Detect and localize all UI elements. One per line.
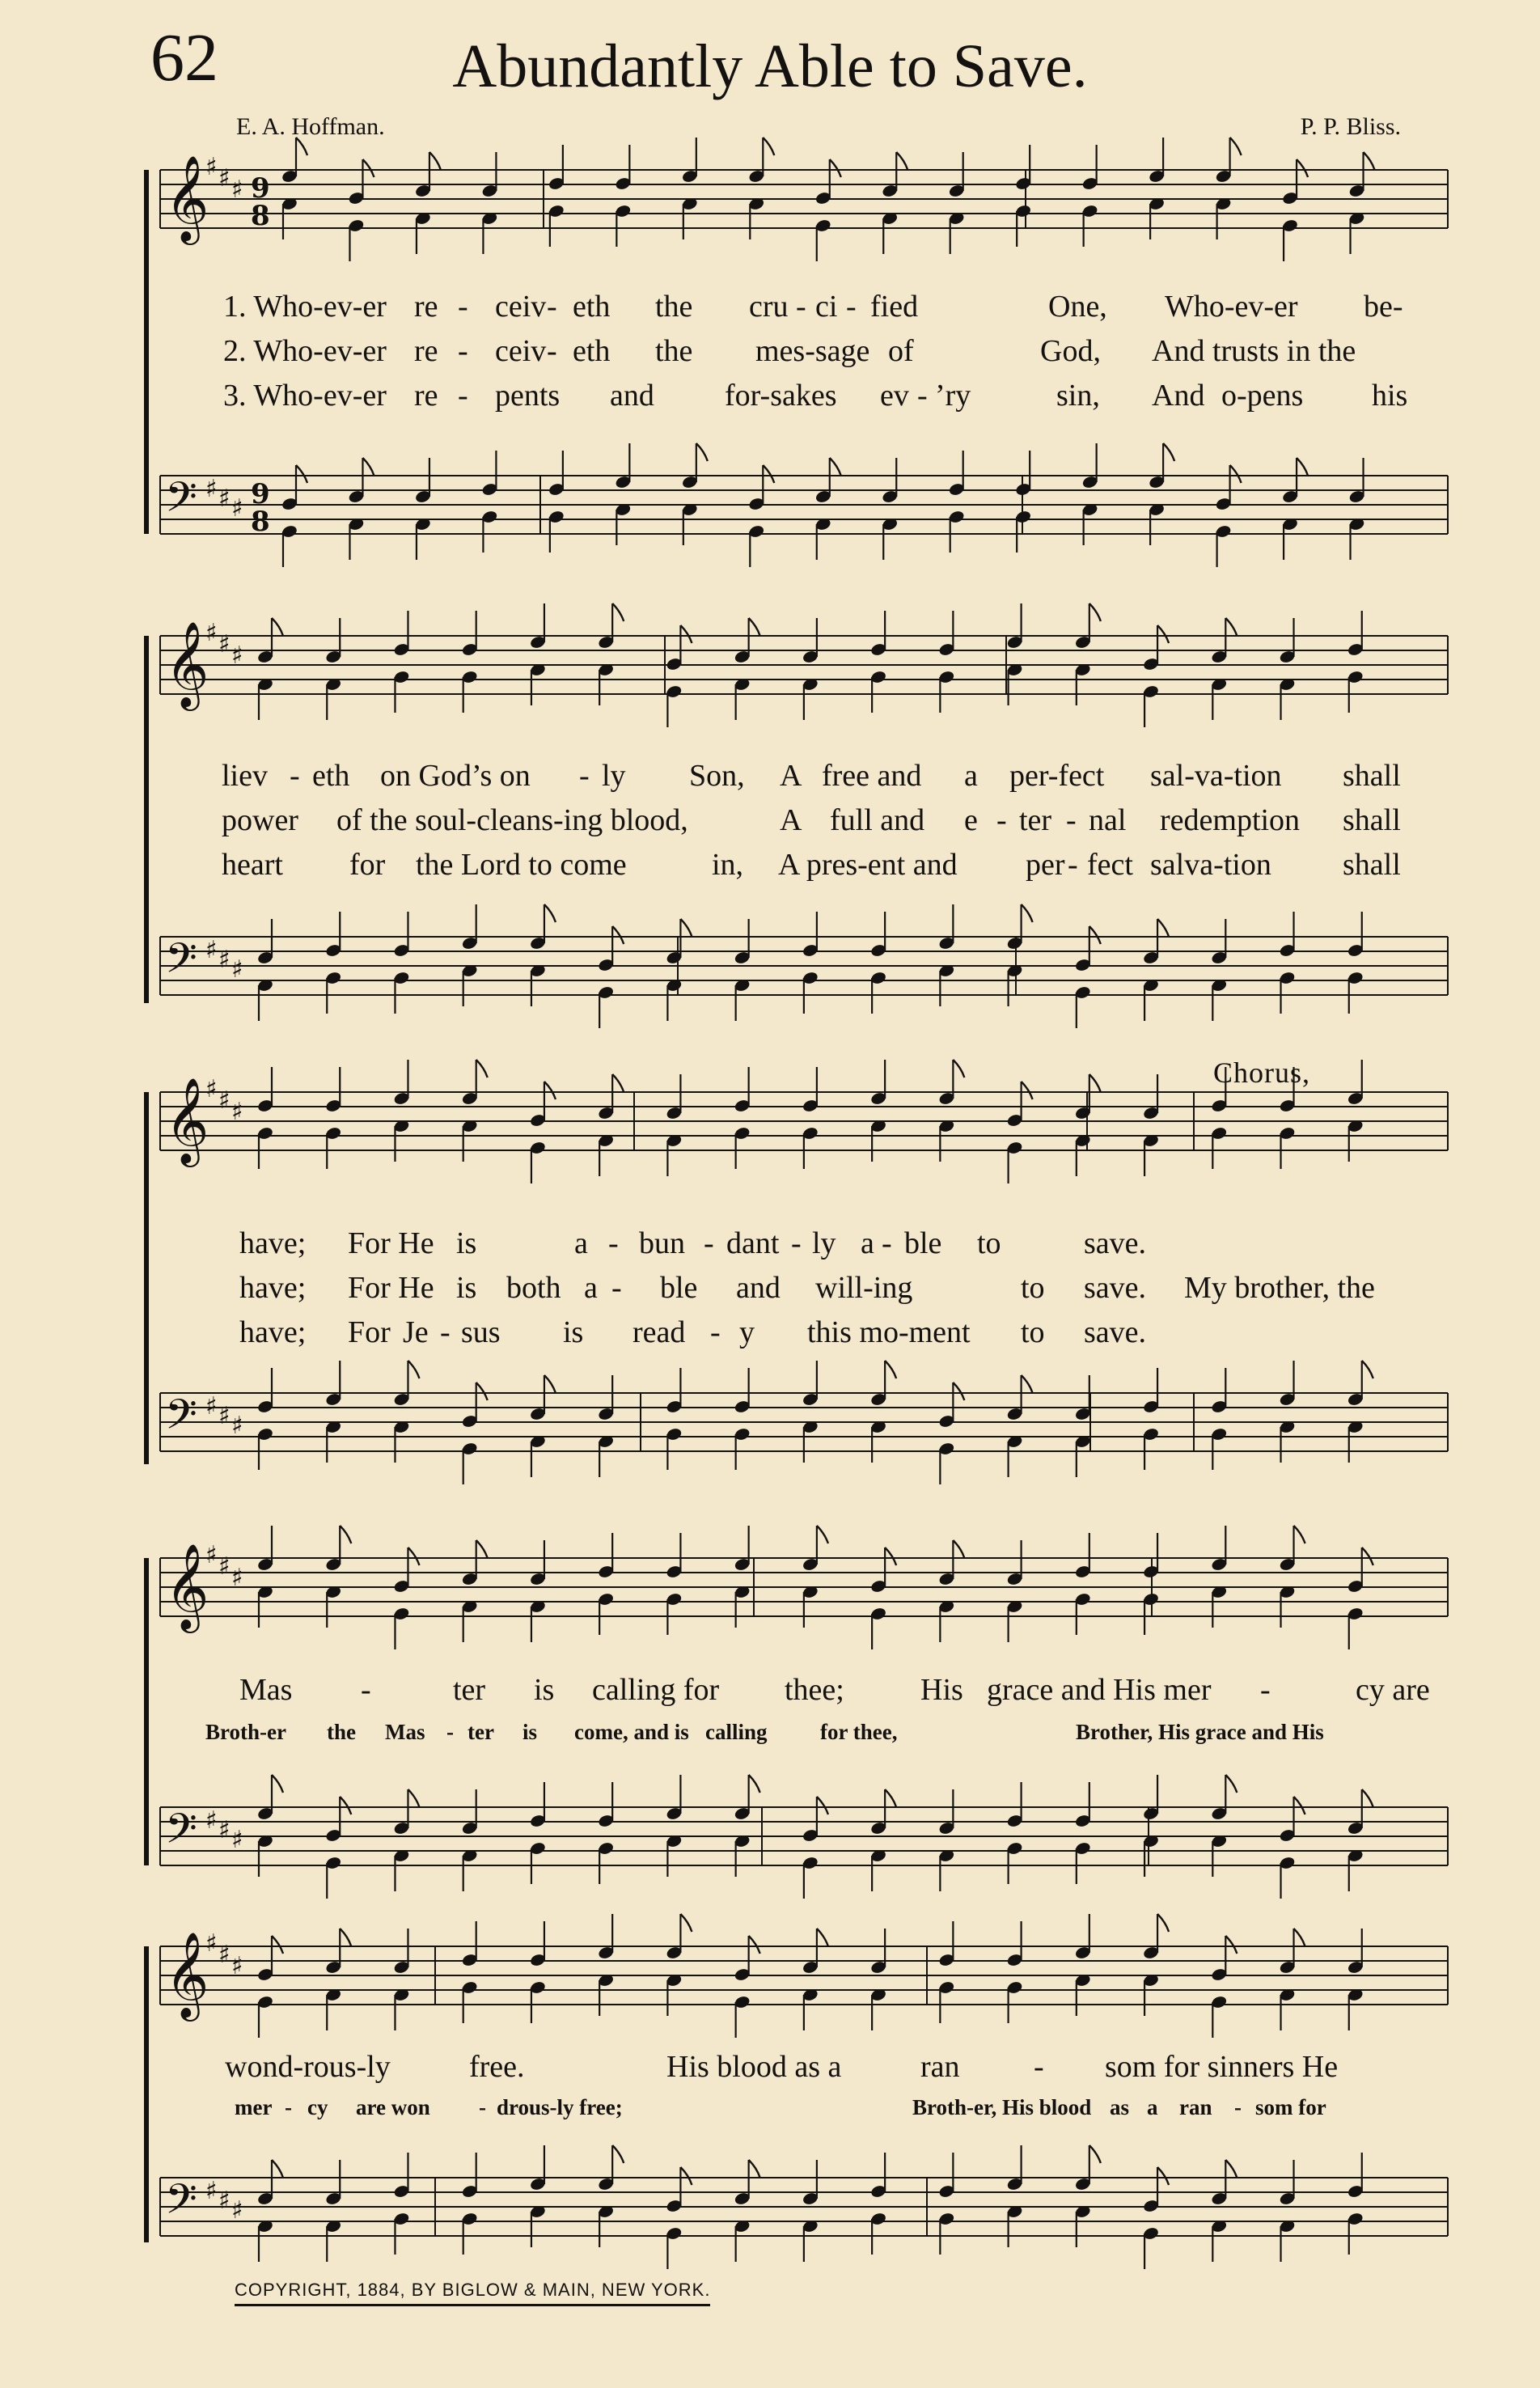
note-flag [1294,1526,1305,1543]
system-brace [144,1092,149,1464]
lyric-word: eth [312,759,350,793]
lyric-word: nal [1089,803,1127,837]
lyric-word: ble [904,1226,942,1260]
note-flag [429,152,441,170]
note-flag [612,2145,624,2163]
system-brace [144,1946,149,2242]
lyric-word: is [522,1720,538,1744]
lyric-word: mes-sage [755,334,870,368]
sharp-sign: ♯ [231,2196,243,2225]
lyric-word: - [710,1315,721,1349]
lyric-word: ly [812,1226,836,1260]
lyric-word: - [1068,848,1078,882]
sharp-sign: ♯ [205,475,218,503]
sharp-sign: ♯ [205,936,218,964]
lyric-word: full and [830,803,925,837]
treble-clef: 𝄞 [165,1931,209,2018]
lyric-word: A [780,803,802,837]
lyric-word: be- [1364,290,1403,324]
lyric-word: y [739,1315,755,1349]
lyric-word: - [1234,2095,1242,2119]
lyric-word: shall [1343,803,1401,837]
lyric-word: have; [239,1315,307,1349]
lyric-word: - [479,2095,486,2119]
note-flag [340,1797,351,1814]
lyric-word: come, and is [574,1720,689,1744]
lyric-word: to [1021,1315,1045,1349]
lyric-word: his [1372,379,1408,413]
lyric-word: Broth-er, His blood [912,2095,1092,2119]
note-flag [749,1775,760,1793]
lyric-word: som for sinners He [1105,2050,1339,2084]
note-flag [817,1797,828,1814]
sharp-sign: ♯ [218,2187,231,2215]
lyric-word: eth [573,334,611,368]
note-flag [612,603,624,621]
note-flag [1294,1797,1305,1814]
lyric-word: - [1260,1673,1271,1707]
sharp-sign: ♯ [231,176,243,204]
note-flag [749,1936,760,1954]
lyric-word: shall [1343,759,1401,793]
note-flag [1230,465,1242,483]
verse-1-system-2 [222,760,1419,796]
lyric-word: is [456,1226,477,1260]
note-flag [953,1540,964,1558]
verse-3-system-3 [239,1317,1436,1353]
verse-2-system-1 [223,336,1420,371]
note-flag [1362,1548,1373,1565]
lyric-word: have; [239,1271,307,1305]
lyric-word: fect [1087,848,1133,882]
lyric-word: - [446,1720,454,1744]
time-signature: 9 [251,478,270,510]
lyric-word: ceiv [495,334,547,368]
lyric-word: - [547,290,557,324]
lyric-word: - [285,2095,292,2119]
verse-2-system-2 [222,805,1419,840]
lyric-word: wond-rous-ly [225,2050,391,2084]
note-flag [408,1361,419,1378]
lyric-word: is [563,1315,584,1349]
note-flag [272,2160,283,2178]
lyric-word: on God’s on [380,759,531,793]
note-flag [953,1382,964,1400]
lyric-word: liev [222,759,268,793]
bass-clef: 𝄢 [165,1390,197,1449]
lyric-word: shall [1343,848,1401,882]
lyric-word: Son, [689,759,745,793]
lyric-word: sus [461,1315,501,1349]
sharp-sign: ♯ [231,1098,243,1126]
system-brace [144,1558,149,1865]
lyric-word: save. [1084,1271,1147,1305]
chorus-treble-system-5 [225,2051,1438,2087]
lyric-word: - [290,759,300,793]
note-flag [1225,1775,1237,1793]
note-flag [1089,603,1101,621]
sharp-sign: ♯ [218,1816,231,1844]
note-flag [544,904,556,922]
sharp-sign: ♯ [205,1541,218,1569]
sharp-sign: ♯ [218,1086,231,1115]
lyric-word: ran [1179,2095,1212,2119]
note-flag [763,138,774,155]
lyric-word: and [736,1271,781,1305]
lyric-word: Brother, His grace and His [1076,1720,1324,1744]
lyric-word: o-pens [1221,379,1304,413]
note-flag [408,1548,419,1565]
lyric-word: re [414,290,438,324]
note-flag [1362,1789,1373,1807]
lyric-word: ceiv [495,290,547,324]
note-flag [885,1789,896,1807]
chorus-label: Chorus, [1213,1056,1311,1089]
time-signature: 8 [251,506,270,538]
note-flag [749,618,760,636]
lyric-word: ter [468,1720,494,1744]
sharp-sign: ♯ [231,1412,243,1440]
lyric-word: A pres-ent and [778,848,958,882]
verse-1-system-3 [239,1228,1436,1264]
note-flag [896,152,908,170]
verse-2-system-3 [239,1272,1436,1308]
lyric-word: Mas [385,1720,425,1744]
lyric-word: ble [660,1271,698,1305]
lyric-word: heart [222,848,283,882]
note-flag [817,1526,828,1543]
lyric-word: One, [1048,290,1107,324]
note-flag [830,458,841,476]
note-flag [1157,1914,1169,1932]
lyric-word: and [610,379,654,413]
lyric-word: Mas [239,1673,293,1707]
lyric-word: this mo-ment [807,1315,971,1349]
lyric-word: - [458,290,468,324]
lyricist-credit: E. A. Hoffman. [236,113,385,140]
sharp-sign: ♯ [218,946,231,974]
note-flag [1297,458,1308,476]
treble-clef: 𝄞 [165,1077,209,1163]
sharp-sign: ♯ [231,1564,243,1592]
lyric-word: - [1066,803,1077,837]
lyric-word: - [704,1226,714,1260]
lyric-word: - [917,379,928,413]
lyric-word: will-ing [815,1271,913,1305]
lyric-word: save. [1084,1315,1147,1349]
lyric-word: Who-ev-er [1165,290,1298,324]
note-flag [817,1929,828,1946]
note-flag [1362,1361,1373,1378]
note-flag [272,618,283,636]
lyric-word: ly [602,759,626,793]
lyric-word: His blood as a [666,2050,842,2084]
note-flag [1022,1375,1033,1393]
sharp-sign: ♯ [205,1075,218,1103]
lyric-word: - [547,334,557,368]
lyric-word: in, [712,848,744,882]
bass-clef: 𝄢 [165,2174,197,2233]
lyric-word: re [414,379,438,413]
sharp-sign: ♯ [205,2177,218,2205]
lyric-word: have; [239,1226,307,1260]
treble-clef: 𝄞 [165,155,209,241]
system-brace [144,170,149,534]
lyric-word: - [882,1226,892,1260]
lyric-word: - [579,759,590,793]
lyric-word: - [458,334,468,368]
lyric-word: e [964,803,978,837]
sharp-sign: ♯ [231,641,243,670]
lyric-word: For [348,1315,391,1349]
lyric-word: for thee, [820,1720,898,1744]
note-flag [272,1775,283,1793]
lyric-word: a [964,759,978,793]
sharp-sign: ♯ [231,1826,243,1854]
sharp-sign: ♯ [205,1392,218,1421]
lyric-word: For He [348,1226,434,1260]
lyric-word: 3. Who-ev-er [223,379,387,413]
note-flag [362,159,374,177]
lyric-word: - [361,1673,371,1707]
lyric-word: the Lord to come [416,848,627,882]
lyric-word: cy [307,2095,328,2119]
lyric-word: a [574,1226,588,1260]
lyric-word: 2. Who-ev-er [223,334,387,368]
note-flag [885,1548,896,1565]
sharp-sign: ♯ [205,1929,218,1958]
verse-3-system-2 [222,849,1419,885]
note-flag [1022,904,1033,922]
lyric-word: is [534,1673,555,1707]
note-flag [408,1789,419,1807]
chorus-treble-system-4 [239,1675,1453,1710]
note-flag [340,1929,351,1946]
lyric-word: ran [920,2050,960,2084]
composer-credit: P. P. Bliss. [1300,113,1401,140]
note-flag [680,919,692,937]
sharp-sign: ♯ [218,630,231,658]
lyric-word: For He [348,1271,434,1305]
verse-3-system-1 [223,380,1420,416]
lyric-word: - [996,803,1007,837]
lyric-word: the [655,334,693,368]
lyric-word: read [632,1315,686,1349]
note-flag [1089,2145,1101,2163]
lyric-word: And [1152,379,1205,413]
lyric-word: - [846,290,857,324]
note-flag [612,1074,624,1092]
lyric-word: the [327,1720,356,1744]
note-flag [362,458,374,476]
note-flag [1163,443,1174,461]
sharp-sign: ♯ [218,485,231,513]
lyric-word: calling for [592,1673,720,1707]
note-flag [1230,138,1242,155]
lyric-word: drous-ly free; [497,2095,623,2119]
note-flag [1022,1082,1033,1099]
lyric-word: pents [495,379,561,413]
lyric-word: A [780,759,802,793]
note-flag [1225,618,1237,636]
lyric-word: thee; [785,1673,844,1707]
lyric-word: ter [1019,803,1052,837]
lyric-word: free and [822,759,922,793]
bass-clef: 𝄢 [165,1804,197,1863]
lyric-word: a [861,1226,874,1260]
note-flag [1089,926,1101,944]
lyric-word: - [1034,2050,1044,2084]
time-signature: 8 [251,200,270,232]
lyric-word: grace and His mer [987,1673,1212,1707]
sharp-sign: ♯ [218,1941,231,1969]
lyric-word: for-sakes [725,379,837,413]
verse-1-system-1 [223,291,1420,327]
sharp-sign: ♯ [231,1952,243,1980]
lyric-word: are won [356,2095,430,2119]
lyric-word: save. [1084,1226,1147,1260]
chorus-bass-system-4 [205,1720,1435,1747]
note-flag [1225,1936,1237,1954]
note-flag [1225,2160,1237,2178]
lyric-word: as [1110,2095,1130,2119]
lyric-word: cru [749,290,789,324]
lyric-word: ev [880,379,909,413]
lyric-word: salva-tion [1150,848,1271,882]
lyric-word: is [456,1271,477,1305]
lyric-word: His [920,1673,963,1707]
note-flag [476,1540,488,1558]
sharp-sign: ♯ [231,955,243,984]
lyric-word: - [458,379,468,413]
lyric-word: calling [705,1720,768,1744]
note-flag [680,625,692,643]
note-flag [749,2160,760,2178]
note-flag [1297,159,1308,177]
time-signature: 9 [251,172,270,205]
lyric-word: - [796,290,806,324]
lyric-word: Je [403,1315,429,1349]
bass-clef: 𝄢 [165,472,197,531]
lyric-word: the [655,290,693,324]
note-flag [953,1060,964,1078]
hymn-title: Abundantly Able to Save. [452,32,1088,100]
notes [256,138,1374,2269]
hymn-number: 62 [150,20,218,95]
note-flag [1157,2167,1169,2185]
lyric-word: ter [453,1673,486,1707]
sharp-sign: ♯ [218,1552,231,1581]
note-flag [544,1375,556,1393]
sharp-sign: ♯ [231,494,243,523]
note-flag [272,1936,283,1954]
lyric-word: - [791,1226,802,1260]
lyric-word: sal-va-tion [1150,759,1282,793]
lyric-word: power [222,803,298,837]
treble-clef: 𝄞 [165,620,209,707]
lyric-word: free. [469,2050,525,2084]
note-flag [612,926,624,944]
lyric-word: bun [639,1226,685,1260]
sharp-sign: ♯ [205,153,218,181]
note-flag [476,1060,488,1078]
lyric-word: My brother, the [1184,1271,1375,1305]
lyric-word: for [349,848,386,882]
sharp-sign: ♯ [218,164,231,193]
note-flag [1089,1074,1101,1092]
lyric-word: - [611,1271,622,1305]
note-flag [1157,919,1169,937]
lyric-word: som for [1255,2095,1326,2119]
lyric-word: a [584,1271,598,1305]
lyric-word: fied [870,290,919,324]
bass-clef: 𝄢 [165,934,197,993]
sharp-sign: ♯ [205,619,218,647]
lyric-word: ’ry [935,379,971,413]
lyric-word: - [608,1226,619,1260]
lyric-word: redemption [1160,803,1301,837]
note-flag [830,159,841,177]
note-flag [544,1082,556,1099]
lyric-word: And trusts in the [1152,334,1356,368]
note-flag [696,443,708,461]
lyric-word: sin, [1056,379,1100,413]
lyric-word: eth [573,290,611,324]
treble-clef: 𝄞 [165,1543,209,1629]
lyric-word: to [977,1226,1001,1260]
chorus-bass-system-5 [235,2095,1448,2123]
lyric-word: ci [815,290,838,324]
lyric-word: 1. Who-ev-er [223,290,387,324]
note-flag [1364,152,1375,170]
lyric-word: re [414,334,438,368]
lyric-word: dant [726,1226,780,1260]
lyric-word: per [1026,848,1065,882]
lyric-word: of [888,334,914,368]
note-flag [1157,625,1169,643]
note-flag [340,1526,351,1543]
note-flag [680,2167,692,2185]
lyric-word: both [506,1271,561,1305]
note-flag [476,1382,488,1400]
lyric-word: mer [235,2095,273,2119]
lyric-word: of the soul-cleans-ing blood, [336,803,688,837]
note-flag [296,138,307,155]
lyric-word: per-fect [1009,759,1105,793]
system-brace [144,636,149,1003]
note-flag [1294,1929,1305,1946]
note-flag [885,1361,896,1378]
note-flag [680,1914,692,1932]
lyric-word: a [1147,2095,1158,2119]
lyric-word: Broth-er [205,1720,286,1744]
sharp-sign: ♯ [205,1806,218,1835]
note-flag [763,465,774,483]
lyric-word: cy are [1356,1673,1430,1707]
lyric-word: God, [1040,334,1101,368]
copyright-notice: COPYRIGHT, 1884, BY BIGLOW & MAIN, NEW YORK. [235,2280,710,2306]
lyric-word: to [1021,1271,1045,1305]
lyric-word: - [440,1315,451,1349]
note-flag [296,465,307,483]
sharp-sign: ♯ [218,1402,231,1430]
